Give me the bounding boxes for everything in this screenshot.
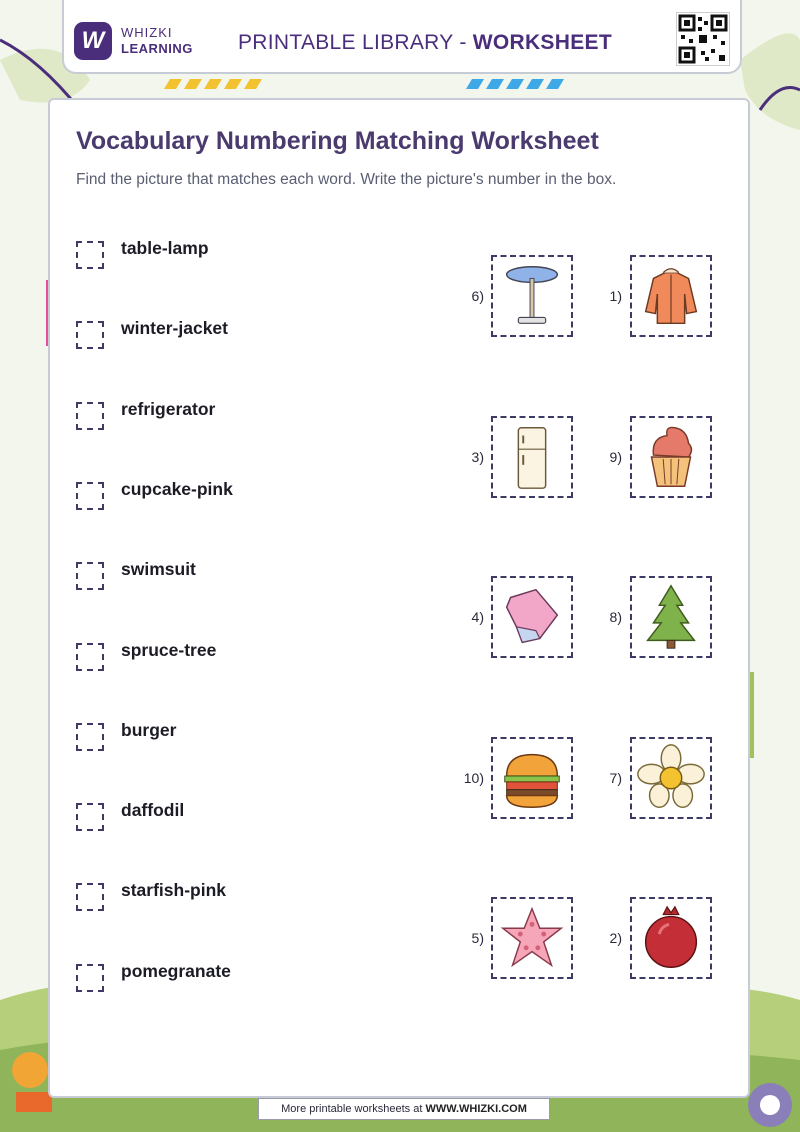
answer-box[interactable] — [76, 321, 104, 349]
answer-box[interactable] — [76, 241, 104, 269]
worksheet-title: Vocabulary Numbering Matching Worksheet — [76, 127, 599, 155]
picture-number: 8) — [609, 609, 622, 625]
pomegranate-icon — [632, 899, 710, 977]
word-label: refrigerator — [121, 399, 216, 419]
answer-box[interactable] — [76, 482, 104, 510]
footer-prefix: More printable worksheets at — [281, 1103, 426, 1115]
picture-card — [491, 576, 573, 658]
picture-number: 5) — [471, 930, 484, 946]
starfish-icon — [493, 899, 571, 977]
picture-card — [491, 416, 573, 498]
logo-line1: WHIZKI — [121, 25, 173, 40]
word-label: spruce-tree — [121, 640, 217, 660]
footer-site-link[interactable]: WWW.WHIZKI.COM — [425, 1103, 527, 1115]
picture-card — [630, 255, 712, 337]
word-label: starfish-pink — [121, 880, 227, 900]
header-title-prefix: PRINTABLE LIBRARY - — [238, 31, 473, 54]
picture-card — [491, 255, 573, 337]
picture-number: 6) — [471, 288, 484, 304]
word-label: table-lamp — [121, 238, 209, 258]
swimsuit-icon — [493, 578, 571, 656]
logo-line2: LEARNING — [121, 41, 193, 56]
picture-card — [630, 416, 712, 498]
footer-banner — [258, 1098, 550, 1120]
yellow-stripes-decoration — [164, 79, 274, 89]
picture-card — [630, 576, 712, 658]
picture-card — [630, 897, 712, 979]
header-title-bold: WORKSHEET — [472, 31, 612, 54]
whizki-logo-icon: W — [74, 22, 112, 60]
answer-box[interactable] — [76, 723, 104, 751]
picture-card — [630, 737, 712, 819]
spruce-tree-icon — [632, 578, 710, 656]
worksheet-instructions: Find the picture that matches each word. Write the picture's number in the box. — [76, 171, 617, 188]
picture-number: 7) — [609, 770, 622, 786]
picture-number: 10) — [463, 770, 484, 786]
word-label: burger — [121, 720, 177, 740]
burger-icon — [493, 739, 571, 817]
word-label: swimsuit — [121, 559, 196, 579]
answer-box[interactable] — [76, 402, 104, 430]
cupcake-icon — [632, 418, 710, 496]
picture-number: 3) — [471, 449, 484, 465]
answer-box[interactable] — [76, 803, 104, 831]
answer-box[interactable] — [76, 562, 104, 590]
refrigerator-icon — [493, 418, 571, 496]
qr-code-icon — [676, 12, 730, 66]
word-label: daffodil — [121, 800, 185, 820]
picture-number: 9) — [609, 449, 622, 465]
daffodil-icon — [632, 739, 710, 817]
word-label: pomegranate — [121, 961, 231, 981]
answer-box[interactable] — [76, 964, 104, 992]
answer-box[interactable] — [76, 643, 104, 671]
picture-number: 4) — [471, 609, 484, 625]
picture-number: 2) — [609, 930, 622, 946]
picture-number: 1) — [609, 288, 622, 304]
blue-stripes-decoration — [466, 79, 576, 89]
logo-text — [121, 25, 193, 57]
answer-box[interactable] — [76, 883, 104, 911]
word-label: winter-jacket — [121, 318, 228, 338]
picture-card — [491, 897, 573, 979]
word-label: cupcake-pink — [121, 479, 233, 499]
table-lamp-icon — [493, 257, 571, 335]
header-title — [238, 31, 612, 55]
winter-jacket-icon — [632, 257, 710, 335]
picture-card — [491, 737, 573, 819]
